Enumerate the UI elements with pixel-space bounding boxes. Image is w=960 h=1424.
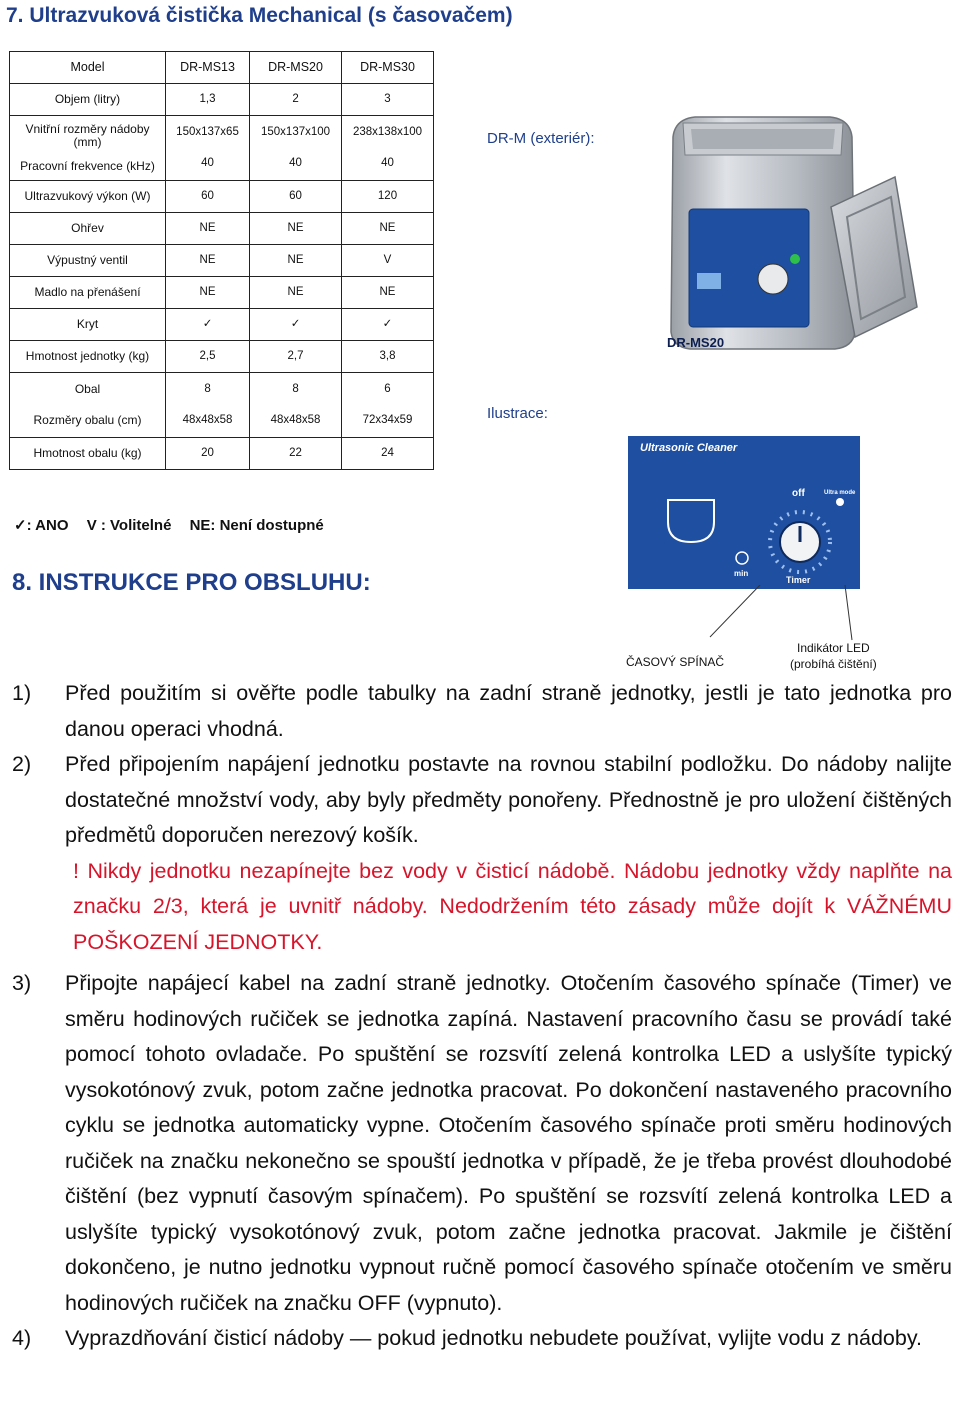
- exterior-label: DR-M (exteriér):: [487, 130, 595, 147]
- cell: NE: [166, 213, 250, 245]
- cell: 120: [342, 181, 434, 213]
- callout-led-line2: (probíhá čištění): [790, 657, 877, 671]
- item-text: Před připojením napájení jednotku postavte na rovnou stabilní podložku. Do nádoby nalijte dostatečné množství vody, aby byly předměty ponořeny. Přednostně je pro uložení čištěných předmětů doporučen nerezový košík.: [65, 752, 952, 847]
- photo-model-label: DR-MS20: [667, 335, 725, 350]
- row-label: Kryt: [10, 309, 166, 341]
- item-number: 3): [12, 971, 32, 995]
- check-cell: ✓: [166, 309, 250, 341]
- check-cell: ✓: [250, 309, 342, 341]
- panel-brand: Ultrasonic Cleaner: [640, 442, 738, 454]
- item-text: Vyprazdňování čisticí nádoby — pokud jednotku nebudete používat, vylijte vodu z nádoby.: [65, 1326, 922, 1350]
- list-item: [12, 747, 952, 854]
- list-item: [12, 1321, 952, 1357]
- cell: 22: [250, 438, 342, 470]
- callout-led-indicator: [790, 640, 877, 672]
- cell: V: [342, 245, 434, 277]
- row-label: Výpustný ventil: [10, 245, 166, 277]
- table-row: [10, 309, 434, 341]
- cell-value: 48x48x58: [182, 414, 233, 426]
- table-row: [10, 245, 434, 277]
- cell-value: 238x138x100: [352, 126, 423, 138]
- row-label: [10, 373, 166, 438]
- section-heading-instructions: 8. INSTRUKCE PRO OBSLUHU:: [12, 569, 371, 596]
- list-item: [12, 676, 952, 747]
- cell-value: 6: [384, 383, 391, 395]
- table-header-label: Model: [10, 52, 166, 84]
- cell: 3: [342, 84, 434, 116]
- cell-value: 40: [289, 157, 302, 169]
- table-row: [10, 181, 434, 213]
- table-row: [10, 213, 434, 245]
- cell: 24: [342, 438, 434, 470]
- item-number: 1): [12, 681, 32, 705]
- row-label: Madlo na přenášení: [10, 277, 166, 309]
- legend-yes: ✓: ANO: [14, 517, 69, 534]
- callout-timer-switch: ČASOVÝ SPÍNAČ: [626, 655, 725, 669]
- table-legend: [14, 516, 338, 534]
- illustration-label: Ilustrace:: [487, 405, 548, 422]
- cell: [166, 116, 250, 181]
- cell-value: 40: [201, 157, 214, 169]
- panel-timer-label: Timer: [786, 575, 811, 585]
- row-label-package-dims: Rozměry obalu (cm): [33, 413, 142, 427]
- cell: NE: [250, 245, 342, 277]
- item-text: Připojte napájecí kabel na zadní straně jednotky. Otočením časového spínače (Timer) ve směru hodinových ručiček se jednotka zapíná. Nastavení pracovního času se provádí také pomocí tohoto ovladače. Po spuštění se rozsvítí zelená kontrolka LED a uslyšíte typický vysokotónový zvuk, potom začne jednotka pracovat. Po dokončení nastaveného pracovního cyklu se jednotka automaticky vypne. Otočením časového spínače proti směru hodinových ručiček na značku nekonečno se spouští jednotka v případě, že je třeba provést dlouhodobé čištění (bez vypnutí časovým spínačem). Po spuštění se rozsvítí zelená kontrolka LED a uslyšíte typický vysokotónový zvuk, potom začne jednotka pracovat. Jakmile je čištění dokončeno, je nutno jednotku vypnout ručně pomocí časového spínače otočením ve směru hodinových ručiček na značku OFF (vypnuto).: [65, 971, 952, 1315]
- table-row: [10, 277, 434, 309]
- table-row: [10, 438, 434, 470]
- row-label: Hmotnost jednotky (kg): [10, 341, 166, 373]
- row-label-package: Obal: [74, 382, 101, 396]
- callout-lines: [700, 585, 860, 645]
- control-panel-illustration: [628, 436, 860, 589]
- instructions-list: [12, 676, 952, 1357]
- check-cell: ✓: [342, 309, 434, 341]
- cell: 3,8: [342, 341, 434, 373]
- table-row: [10, 373, 434, 438]
- item-number: 4): [12, 1326, 32, 1350]
- cell: 2,5: [166, 341, 250, 373]
- cell-value: 72x34x59: [362, 414, 413, 426]
- list-item: [12, 966, 952, 1321]
- cell-value: 150x137x100: [260, 126, 331, 138]
- row-label-frequency: Pracovní frekvence (kHz): [20, 159, 155, 174]
- ultrasonic-cleaner-photo: [655, 97, 923, 359]
- panel-min-label: min: [734, 569, 749, 578]
- warning-text: ! Nikdy jednotku nezapínejte bez vody v čisticí nádobě. Nádobu jednotky vždy naplňte na značku 2/3, která je uvnitř nádoby. Nedodržením této zásady může dojít k VÁŽNÉMU POŠKOZENÍ JEDNOTKY.: [73, 858, 952, 954]
- table-header-row: [10, 52, 434, 84]
- cell: NE: [166, 277, 250, 309]
- panel-ultra-mode-label: Ultra mode: [824, 490, 856, 496]
- cell: 1,3: [166, 84, 250, 116]
- cell: NE: [166, 245, 250, 277]
- cell-value: 150x137x65: [176, 126, 239, 138]
- item-number: 2): [12, 752, 32, 776]
- cell: NE: [250, 213, 342, 245]
- cell: [250, 373, 342, 438]
- cell: 20: [166, 438, 250, 470]
- legend-optional: V : Volitelné: [86, 517, 172, 534]
- row-label-inner-dims: Vnitřní rozměry nádoby (mm): [25, 121, 150, 149]
- section-title: 7. Ultrazvuková čistička Mechanical (s časovačem): [6, 4, 513, 27]
- model-header: DR-MS20: [250, 52, 342, 84]
- cell-value: 48x48x58: [270, 414, 321, 426]
- cell: 2: [250, 84, 342, 116]
- callout-led-line1: Indikátor LED: [797, 641, 870, 655]
- table-row: [10, 341, 434, 373]
- table-row: [10, 116, 434, 181]
- cell: [342, 373, 434, 438]
- cell: [342, 116, 434, 181]
- table-row: [10, 84, 434, 116]
- cell: NE: [342, 277, 434, 309]
- model-header: DR-MS30: [342, 52, 434, 84]
- row-label: Ohřev: [10, 213, 166, 245]
- row-label: Objem (litry): [10, 84, 166, 116]
- cell-value: 8: [292, 383, 299, 395]
- led-indicator-icon: [836, 498, 844, 506]
- row-label: Ultrazvukový výkon (W): [10, 181, 166, 213]
- spec-table: [9, 51, 434, 470]
- row-label: [10, 116, 166, 181]
- cell: NE: [342, 213, 434, 245]
- cell: 2,7: [250, 341, 342, 373]
- row-label: Hmotnost obalu (kg): [10, 438, 166, 470]
- legend-not-available: NE: Není dostupné: [189, 517, 324, 534]
- cell: [250, 116, 342, 181]
- cell: 60: [250, 181, 342, 213]
- cell-value: 40: [381, 157, 394, 169]
- item-text: Před použitím si ověřte podle tabulky na zadní straně jednotky, jestli je tato jednotka pro danou operaci vhodná.: [65, 681, 952, 741]
- panel-off-label: off: [792, 488, 805, 499]
- cell-value: 8: [204, 383, 211, 395]
- cell: 60: [166, 181, 250, 213]
- model-header: DR-MS13: [166, 52, 250, 84]
- cell: NE: [250, 277, 342, 309]
- cell: [166, 373, 250, 438]
